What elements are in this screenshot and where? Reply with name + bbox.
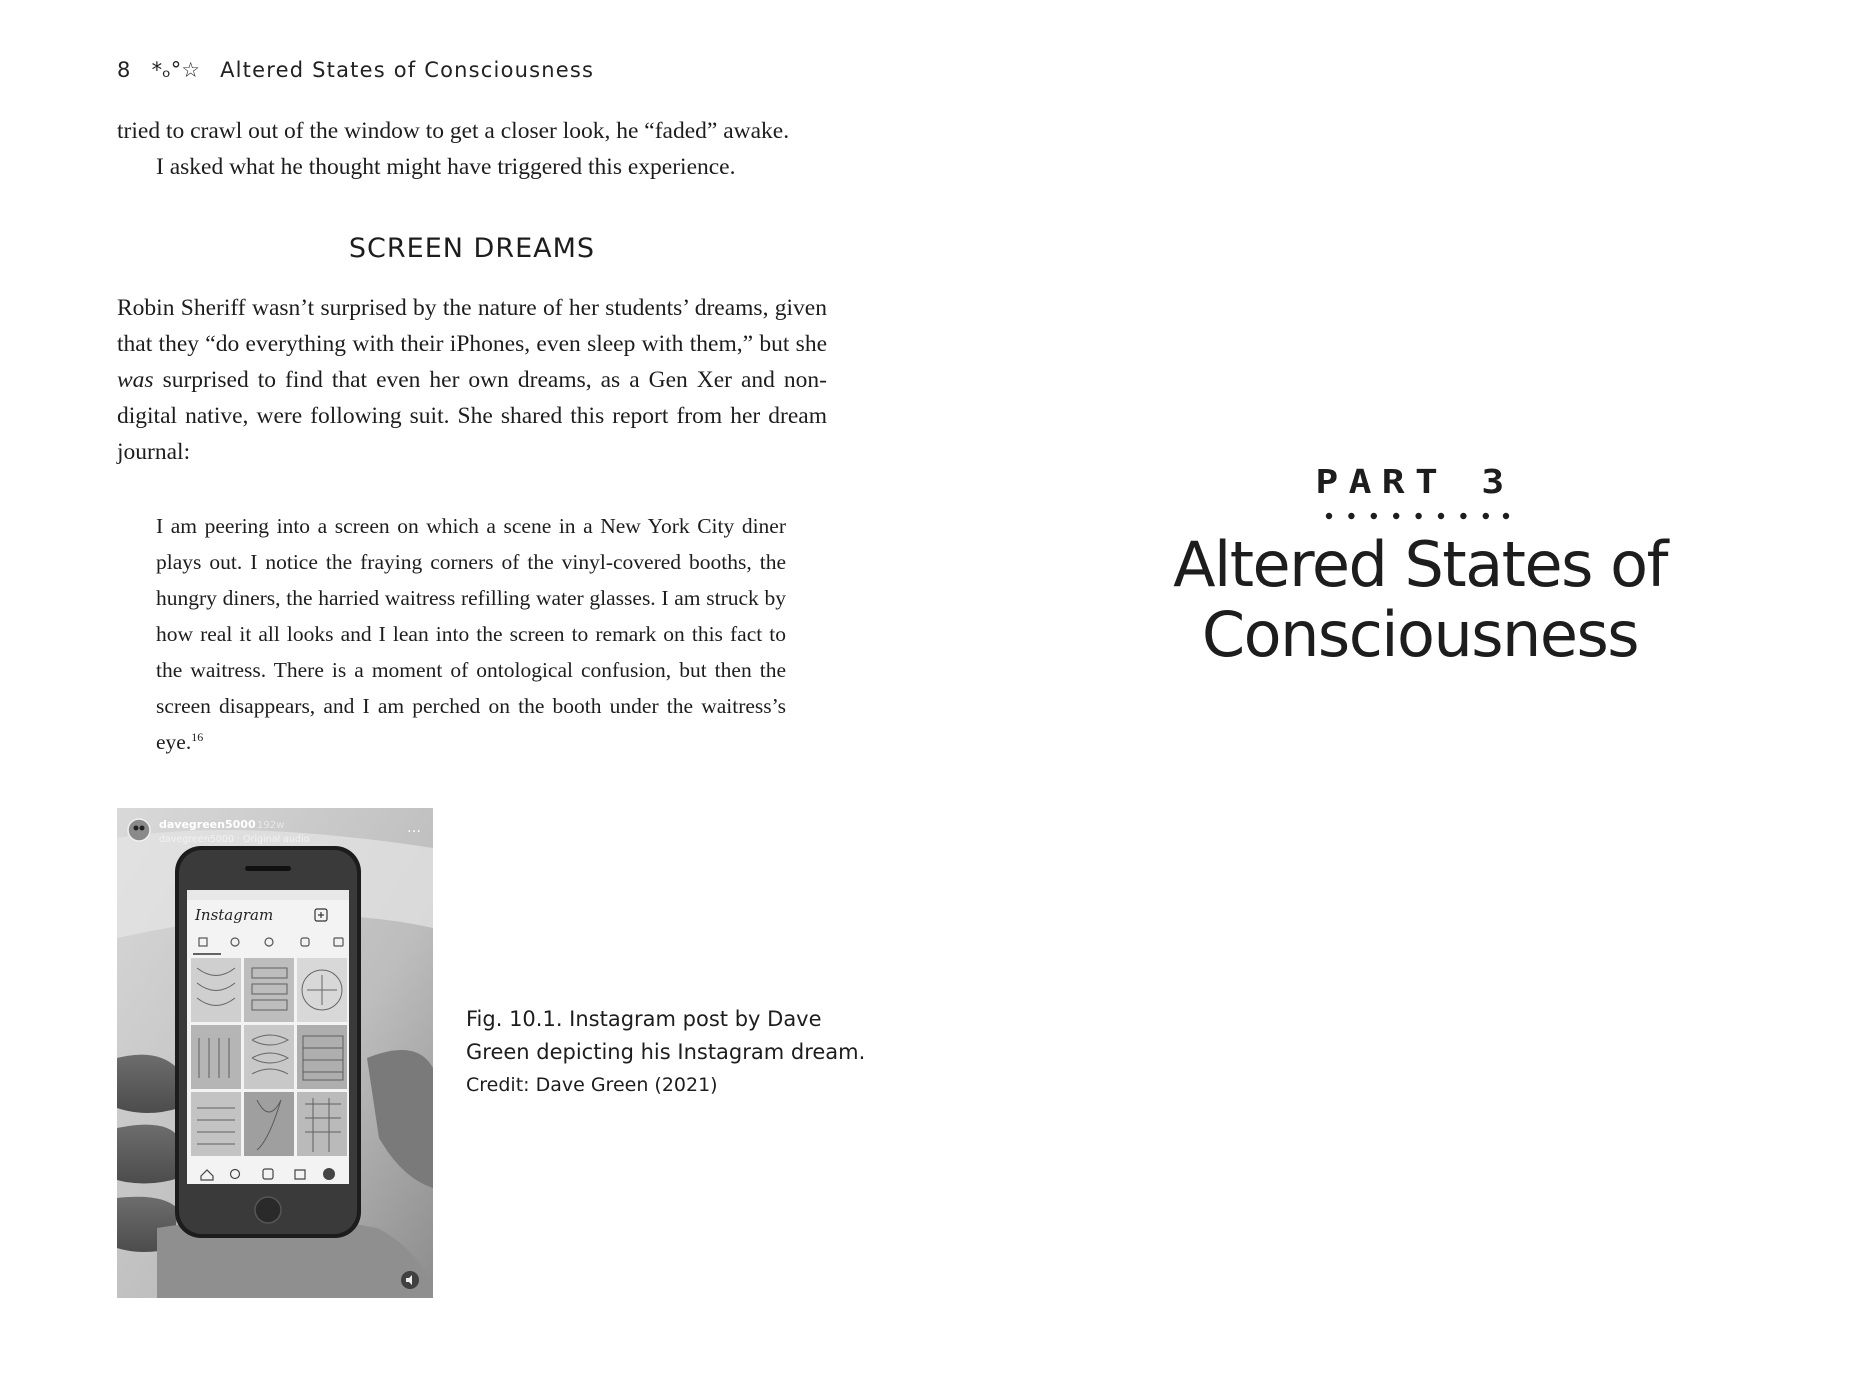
paragraph-italic-word: was [117,367,154,393]
paragraph-text-end: surprised to find that even her own dreams, as a Gen Xer and non-digital native, were following suit. She shared this report from her dream journal: [117,367,827,465]
part-title [1150,530,1690,670]
footnote-marker: 16 [191,730,204,744]
instagram-logo-text: Instagram [195,906,274,924]
caption-text: Fig. 10.1. Instagram post by Dave Green depicting his Instagram dream. [466,1007,866,1064]
part-title-line-2: Consciousness [1201,598,1639,671]
part-label: PART 3 [1315,462,1515,501]
figure-post-age: 192w [257,820,285,831]
figure-more-icon: … [407,820,421,836]
part-title-line-1: Altered States of [1173,528,1667,601]
ornament-glyphs: *ₒ°☆ [151,58,201,82]
figure-instagram-post [117,808,433,1298]
caption-credit: Credit: Dave Green (2021) [466,1074,718,1096]
opening-line-2: I asked what he thought might have triggered this experience. [156,154,736,180]
block-quote [156,508,786,760]
running-head [117,58,594,82]
figure-photo [117,808,433,1298]
figure-username: davegreen5000 [159,818,256,831]
figure-caption [466,1003,866,1102]
running-head-title: Altered States of Consciousness [220,58,595,82]
page-number: 8 [117,58,132,82]
paragraph-text-start: Robin Sheriff wasn’t surprised by the nature of her students’ dreams, given that they “do everything with their iPhones, even sleep with them,” but she [117,295,827,357]
dotted-rule [1325,510,1510,522]
opening-line-1: tried to crawl out of the window to get a closer look, he “faded” awake. [117,118,790,144]
opening-paragraph [117,113,827,185]
section-heading: SCREEN DREAMS [348,233,596,264]
body-paragraph [117,290,827,470]
block-quote-text: I am peering into a screen on which a scene in a New York City diner plays out. I notice the fraying corners of the vinyl-covered booths, the hungry diners, the harried waitress refilling water glasses. I am struck by how real it all looks and I lean into the screen to remark on this fact to the waitress. There is a moment of ontological confusion, but then the screen disappears, and I am perched on the booth under the waitress’s eye. [156,514,786,754]
figure-audio-label: davegreen5000 · Original audio [159,834,310,845]
